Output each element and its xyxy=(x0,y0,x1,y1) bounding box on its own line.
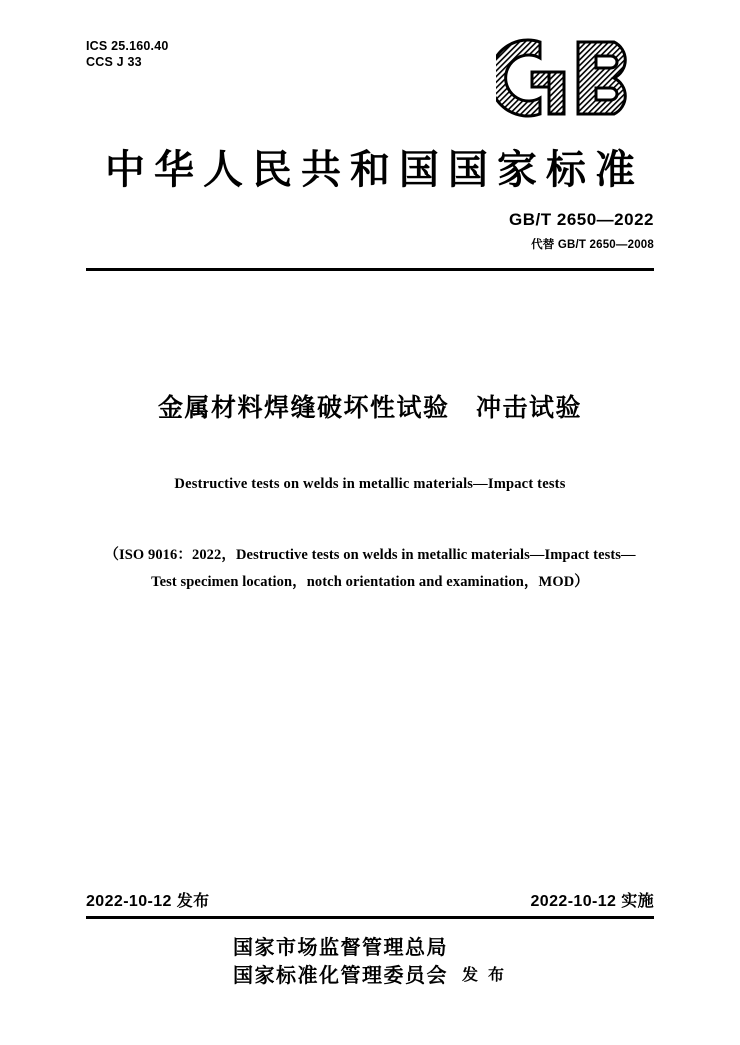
publisher-name-2: 国家标准化管理委员会 xyxy=(232,965,448,987)
footer-divider xyxy=(86,916,654,919)
publish-verb: 发 布 xyxy=(461,966,507,984)
publisher-name-1: 国家市场监督管理总局 xyxy=(232,937,448,959)
masthead-title: 中华人民共和国国家标准 xyxy=(105,147,644,192)
header-divider xyxy=(86,268,654,271)
iso-correspondence-line-1: （ISO 9016：2022，Destructive tests on welds in metallic materials—Impact tests— xyxy=(104,547,636,563)
document-title-en: Destructive tests on welds in metallic materials—Impact tests xyxy=(174,476,566,492)
classification-codes xyxy=(86,38,169,70)
standard-replaces: 代替 GB/T 2650—2008 xyxy=(531,239,654,251)
gb-logo-icon xyxy=(496,36,656,120)
standard-number: GB/T 2650—2022 xyxy=(509,210,654,229)
ics-code: ICS 25.160.40 xyxy=(86,39,169,53)
iso-correspondence xyxy=(70,542,670,596)
iso-correspondence-line-2: Test specimen location，notch orientation and examination，MOD） xyxy=(151,574,589,590)
document-title-cn: 金属材料焊缝破坏性试验 冲击试验 xyxy=(157,395,582,422)
publisher-names xyxy=(233,934,448,990)
ccs-code: CCS J 33 xyxy=(86,55,142,69)
publisher-block xyxy=(0,934,740,990)
implementation-date: 2022-10-12 实施 xyxy=(530,893,654,910)
issue-date: 2022-10-12 发布 xyxy=(86,893,210,910)
